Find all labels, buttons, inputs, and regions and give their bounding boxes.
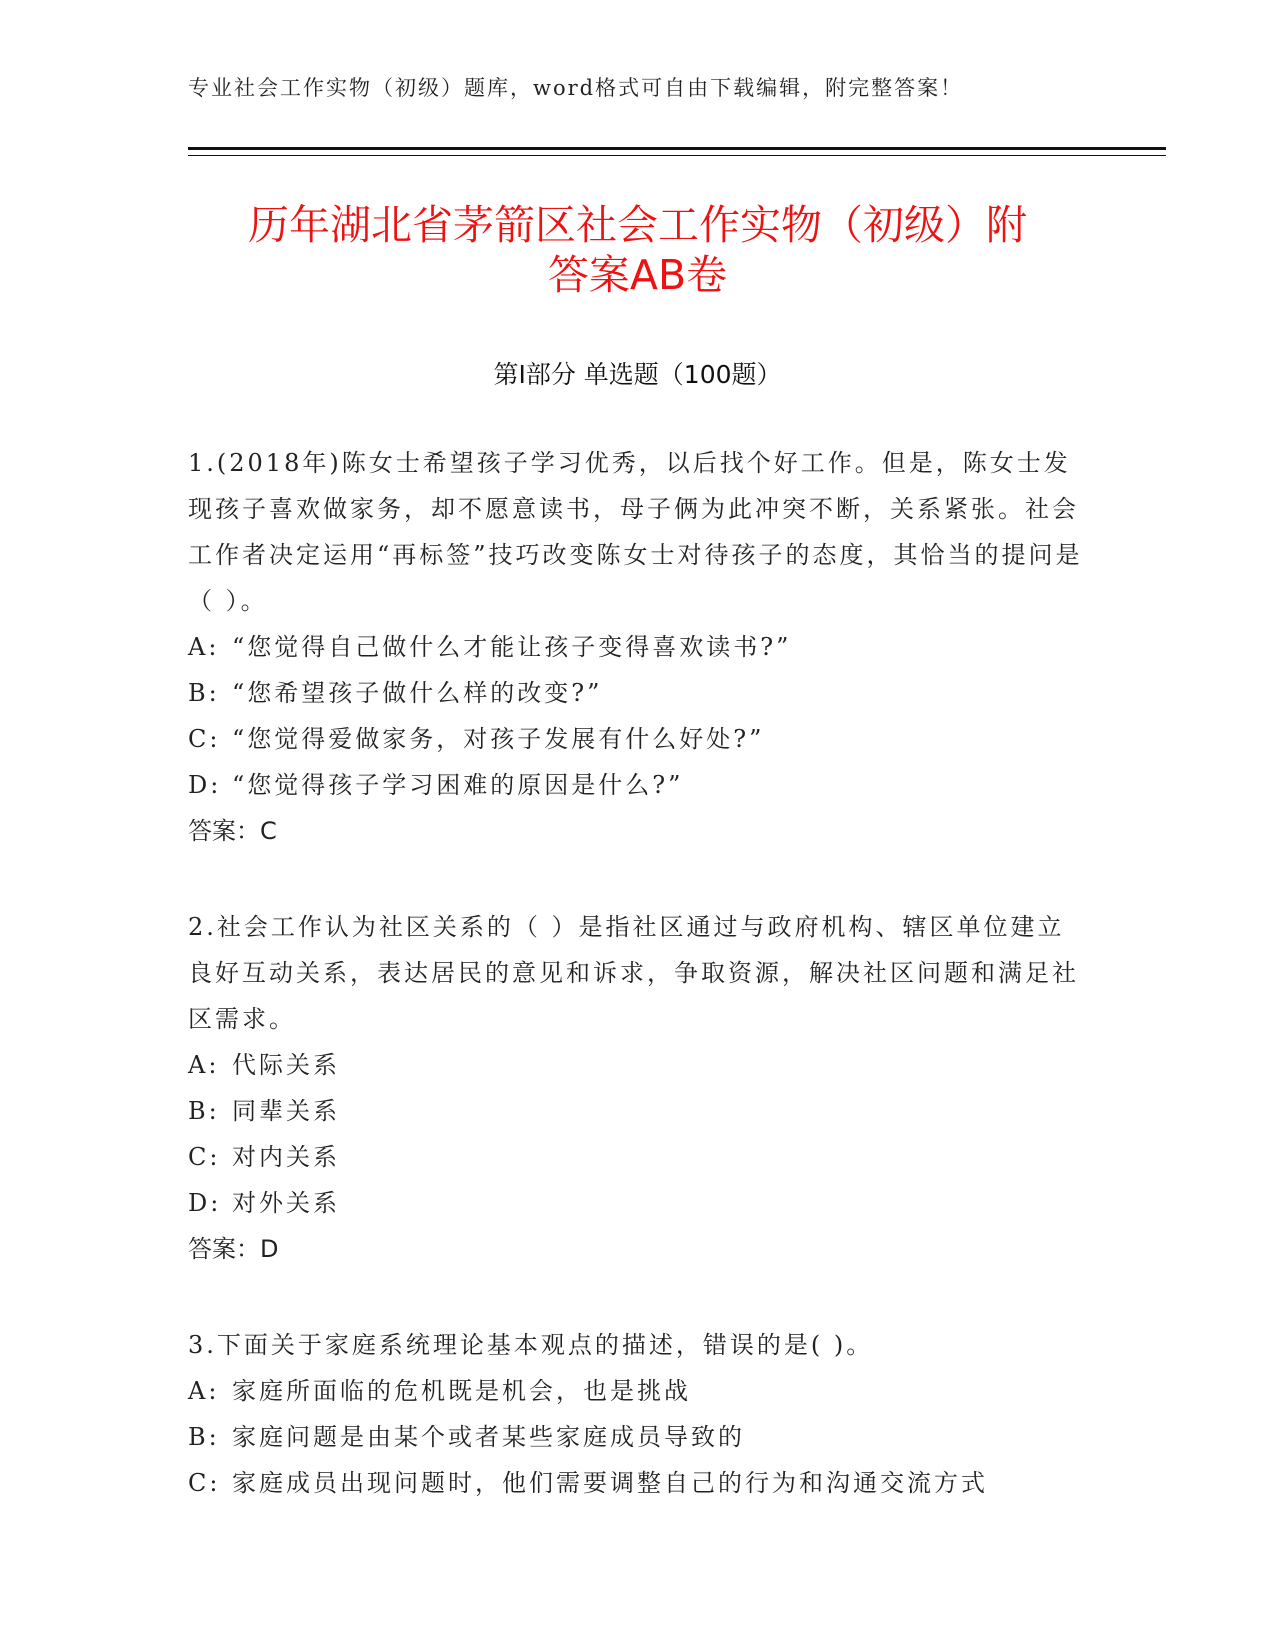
option-text: 对内关系: [232, 1143, 340, 1171]
option-text: “您觉得孩子学习困难的原因是什么?”: [232, 771, 684, 799]
question-3: [188, 1322, 1088, 1506]
section-title: 第Ⅰ部分 单选题（100题）: [493, 360, 782, 389]
option-a: [188, 1042, 1088, 1088]
option-b: [188, 1414, 1088, 1460]
option-text: 同辈关系: [232, 1097, 340, 1125]
page-header: 专业社会工作实物（初级）题库，word格式可自由下载编辑，附完整答案！: [188, 76, 964, 100]
question-text: 3.下面关于家庭系统理论基本观点的描述，错误的是( )。: [188, 1331, 874, 1359]
option-letter: A:: [188, 1051, 220, 1079]
option-letter: B:: [188, 679, 220, 707]
question-text: 2.社会工作认为社区关系的（ ）是指社区通过与政府机构、辖区单位建立良好互动关系，表达居民的意见和诉求，争取资源，解决社区问题和满足社区需求。: [188, 913, 1079, 1033]
option-d: [188, 1180, 1088, 1226]
question-text: 1.(2018年)陈女士希望孩子学习优秀，以后找个好工作。但是，陈女士发现孩子喜欢做家务，却不愿意读书，母子俩为此冲突不断，关系紧张。社会工作者决定运用“再标签”技巧改变陈女士对待孩子的态度，其恰当的提问是（ ）。: [188, 449, 1083, 615]
option-letter: C:: [188, 1143, 221, 1171]
answer: 答案：C: [188, 817, 277, 845]
answer: 答案：D: [188, 1235, 279, 1263]
option-d: [188, 762, 1088, 808]
option-c: [188, 1134, 1088, 1180]
option-a: [188, 1368, 1088, 1414]
option-c: [188, 1460, 1088, 1506]
option-c: [188, 716, 1088, 762]
option-letter: D:: [188, 771, 222, 799]
option-b: [188, 670, 1088, 716]
question-list: [188, 440, 1088, 1556]
option-text: “您希望孩子做什么样的改变?”: [232, 679, 603, 707]
option-text: “您觉得爱做家务，对孩子发展有什么好处?”: [232, 725, 765, 753]
document-title: [150, 200, 1125, 300]
header-rule-thick: [188, 147, 1166, 150]
option-letter: A:: [188, 1377, 220, 1405]
option-letter: C:: [188, 725, 221, 753]
option-letter: C:: [188, 1469, 221, 1497]
option-letter: B:: [188, 1097, 220, 1125]
header-rule-thin: [188, 155, 1166, 156]
option-b: [188, 1088, 1088, 1134]
question-1: [188, 440, 1088, 854]
option-letter: D:: [188, 1189, 222, 1217]
title-line-1: 历年湖北省茅箭区社会工作实物（初级）附: [248, 201, 1027, 249]
option-text: 家庭问题是由某个或者某些家庭成员导致的: [232, 1423, 745, 1451]
option-text: 代际关系: [232, 1051, 340, 1079]
option-text: “您觉得自己做什么才能让孩子变得喜欢读书?”: [232, 633, 792, 661]
option-a: [188, 624, 1088, 670]
option-text: 家庭成员出现问题时，他们需要调整自己的行为和沟通交流方式: [232, 1469, 988, 1497]
title-line-2: 答案AB卷: [547, 251, 728, 299]
option-letter: B:: [188, 1423, 220, 1451]
option-letter: A:: [188, 633, 220, 661]
option-text: 家庭所面临的危机既是机会，也是挑战: [232, 1377, 691, 1405]
option-text: 对外关系: [232, 1189, 340, 1217]
question-2: [188, 904, 1088, 1272]
